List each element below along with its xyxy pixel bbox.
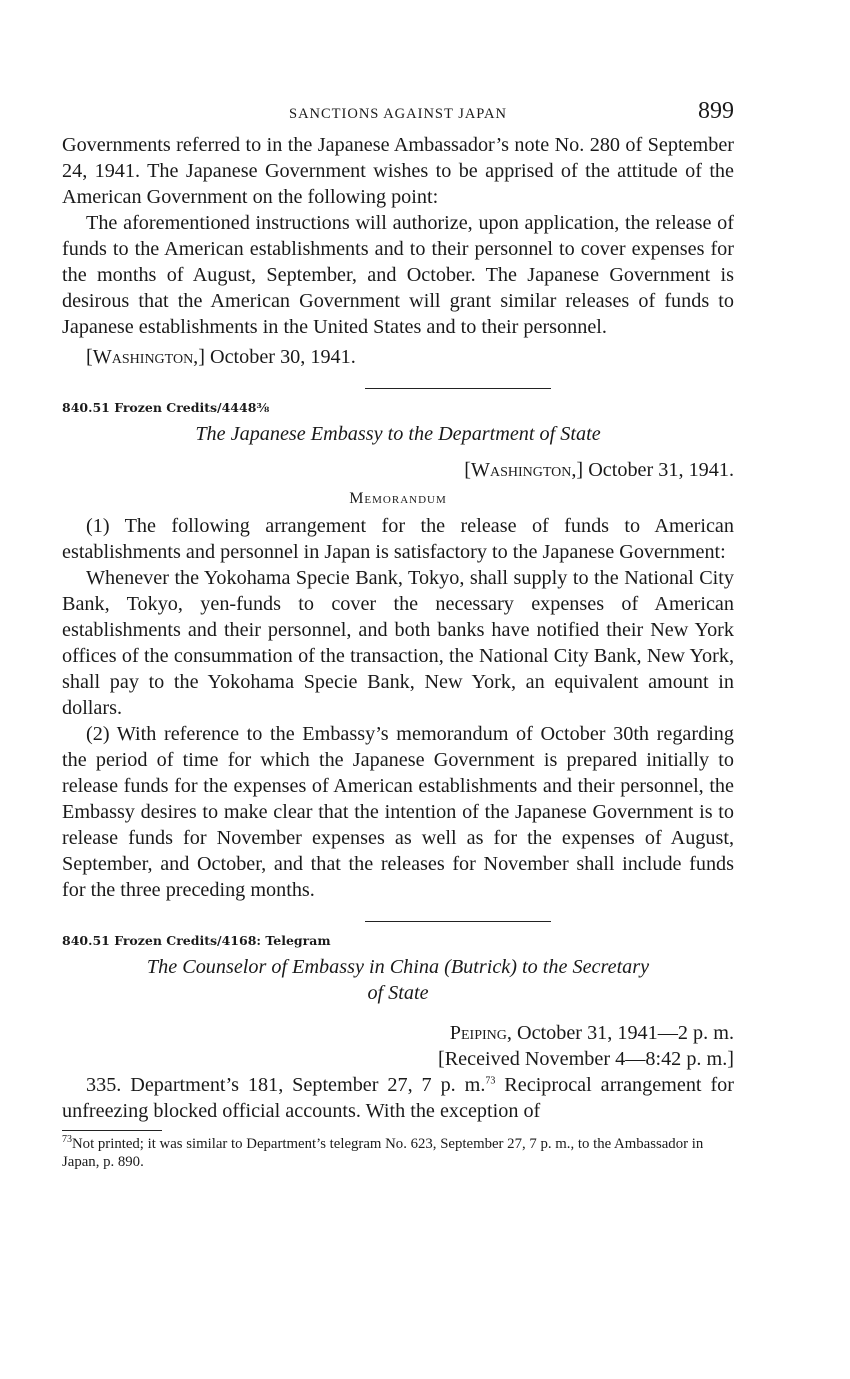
memo-paragraph-arrangement: Whenever the Yokohama Specie Bank, Tokyo, shall supply to the National City Bank, Tokyo, yen-funds to cover the necessary expenses of American establishments and their personnel, and both banks have notified their New York offices of the consummation of the transaction, the National City Bank, New York, shall pay to the Yokohama Specie Bank, New York, an equivalent amount in dollars. bbox=[62, 567, 734, 719]
running-head bbox=[62, 98, 734, 132]
dateline-date: October 31, 1941—2 p. m. bbox=[517, 1022, 734, 1044]
running-title: SANCTIONS AGAINST JAPAN bbox=[289, 106, 507, 122]
memorandum-heading: Memorandum bbox=[349, 490, 447, 507]
instructions-paragraph: The aforementioned instructions will authorize, upon application, the release of funds to the American establishments and to their personnel to cover expenses for the months of August, September, and October. The Japanese Government is desirous that the American Government will grant similar releases of funds to Japanese establishments in the United States and to their personnel. bbox=[62, 212, 734, 338]
telegram-title bbox=[62, 954, 734, 1006]
received-note: [Received November 4—8:42 p. m.] bbox=[437, 1048, 734, 1070]
document-title: The Japanese Embassy to the Department of State bbox=[195, 423, 601, 445]
telegram-text-end: Reciprocal arrangement for unfreezing blocked official accounts. With the exception of bbox=[62, 1074, 734, 1122]
footnote-text: Not printed; it was similar to Department’s telegram No. 623, September 27, 7 p. m., to the Ambassador in Japan, p. 890. bbox=[62, 1136, 704, 1170]
dateline-date: October 30, 1941. bbox=[210, 346, 356, 368]
footnote-marker: 73 bbox=[62, 1134, 72, 1146]
telegram-text-start: 335. Department’s 181, September 27, 7 p. m. bbox=[86, 1074, 486, 1096]
telegram-dateline bbox=[62, 1020, 734, 1046]
memo-paragraph-1: (1) The following arrangement for the release of funds to American establishments and personnel in Japan is satisfactory to the Japanese Government: bbox=[62, 515, 734, 563]
continued-paragraph: Governments referred to in the Japanese Ambassador’s note No. 280 of September 24, 1941. The Japanese Government wishes to be apprised of the attitude of the American Government on the following point: bbox=[62, 134, 734, 208]
footnote bbox=[62, 1135, 734, 1171]
footnote-divider bbox=[62, 1130, 162, 1131]
section-divider bbox=[365, 921, 551, 922]
document-page bbox=[62, 98, 734, 1171]
dateline-place: [Washington,] bbox=[464, 459, 584, 481]
telegram-title-line-2: of State bbox=[367, 982, 429, 1004]
telegram-title-line-1: The Counselor of Embassy in China (Butrick) to the Secretary bbox=[146, 956, 650, 978]
dateline-oct-30 bbox=[62, 344, 734, 370]
footnote-reference[interactable]: 73 bbox=[485, 1075, 496, 1087]
memo-paragraph-2: (2) With reference to the Embassy’s memorandum of October 30th regarding the period of time for which the Japanese Government is prepared initially to release funds for the expenses of American establishments and their personnel, the Embassy desires to make clear that the intention of the Japanese Government is to release funds for November expenses as well as for the expenses of August, September, and October, and that the releases for November shall include funds for the three preceding months. bbox=[62, 723, 734, 901]
dateline-place: Peiping, bbox=[449, 1022, 512, 1044]
section-divider bbox=[365, 388, 551, 389]
dateline-date: October 31, 1941. bbox=[588, 459, 734, 481]
file-reference: 840.51 Frozen Credits/4448⅜ bbox=[62, 400, 270, 415]
dateline-oct-31 bbox=[62, 457, 734, 483]
telegram-paragraph bbox=[62, 1072, 734, 1124]
dateline-place: [Washington,] bbox=[86, 346, 205, 368]
file-reference: 840.51 Frozen Credits/4168: Telegram bbox=[62, 933, 331, 948]
page-number: 899 bbox=[698, 98, 734, 124]
